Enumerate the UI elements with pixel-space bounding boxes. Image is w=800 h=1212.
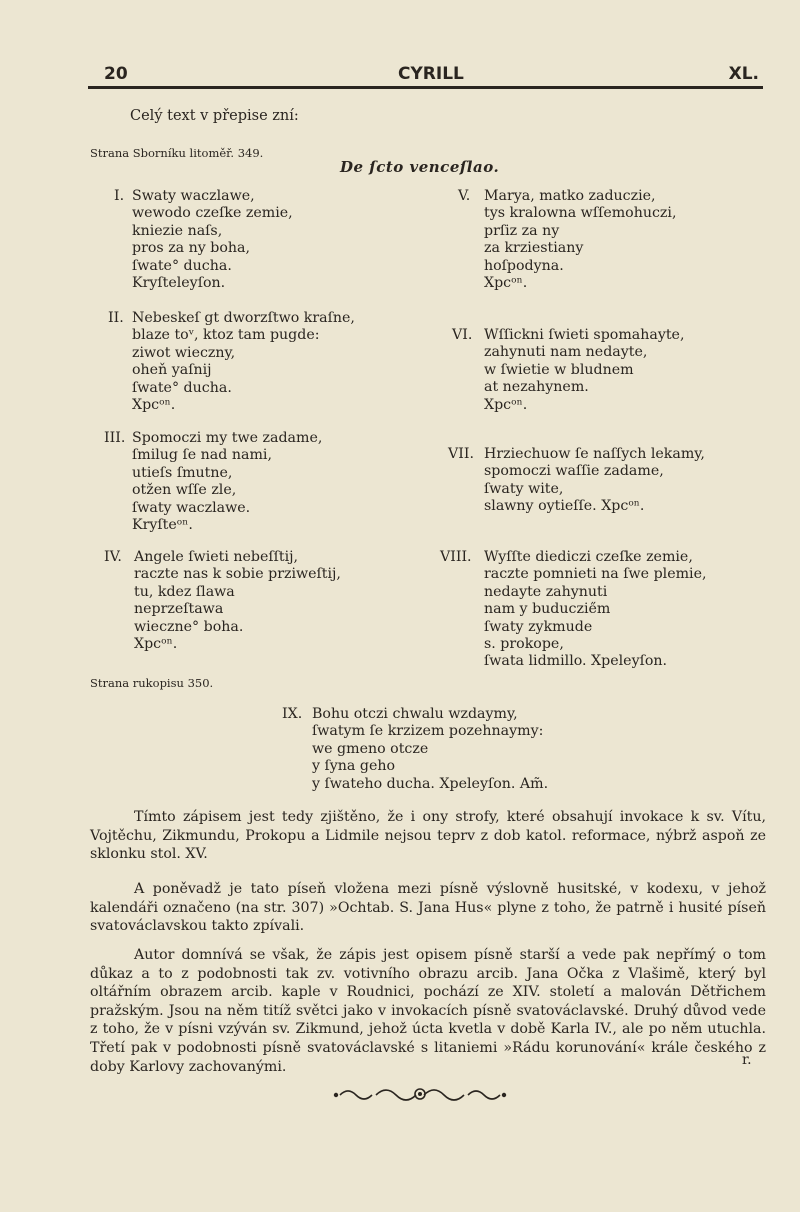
verse-line: Xpcᵒⁿ. (134, 636, 178, 653)
verse-line: Kryſteleyſon. (132, 275, 226, 292)
verse-line: Bohu otczi chwalu wzdaymy, (312, 706, 518, 722)
verse-line: Spomoczi my twe zadame, (132, 430, 323, 446)
verse-line: nedayte zahynuti (484, 583, 608, 600)
verse-line: ſwaty waczlawe. (132, 499, 251, 516)
verse-line: ſwatym ſe krzizem pozehnaymy: (312, 723, 544, 740)
stanza-number: V. (458, 188, 471, 204)
intro-text: Celý text v přepise zní: (130, 108, 299, 124)
verse-line: we gmeno otcze (312, 740, 429, 757)
verse-line: raczte pomnieti na ſwe plemie, (484, 566, 707, 583)
verse-line: pros za ny boha, (132, 240, 251, 257)
header-rule (88, 86, 763, 89)
verse-line: wieczne° boha. (134, 618, 244, 635)
verse-line: Wſſickni ſwieti spomahayte, (484, 327, 685, 343)
verse-line: ſmilug ſe nad nami, (132, 447, 272, 464)
verse-line: Kryſteᵒⁿ. (132, 517, 193, 534)
verse-line: kniezie naſs, (132, 222, 223, 239)
verse-line: s. prokope, (484, 636, 564, 653)
journal-title: CYRILL (398, 64, 464, 84)
verse-line: Nebeskeſ gt dworzſtwo kraſne, (132, 310, 355, 326)
verse-line: Hrziechuow ſe naſſych lekamy, (484, 446, 705, 462)
verse-line: Swaty waczlawe, (132, 188, 255, 204)
stanza-number: III. (104, 430, 126, 446)
stanza-number: IX. (282, 706, 303, 722)
verse-line: y ſyna geho (312, 758, 396, 775)
verse-line: ſwata lidmillo. Xpeleyſon. (484, 653, 668, 670)
stanza-number: VII. (448, 446, 474, 462)
verse-line: zahynuti nam nedayte, (484, 344, 648, 361)
decorative-flourish-icon (330, 1080, 510, 1110)
verse-line: hoſpodyna. (484, 257, 564, 274)
verse-line: blaze toᵛ, ktoz tam pugde: (132, 327, 320, 344)
manuscript-label: Strana rukopisu 350. (90, 676, 214, 690)
verse-line: oheň yaſnij (132, 362, 212, 379)
verse-line: Xpcᵒⁿ. (484, 396, 528, 413)
page-number: 20 (104, 64, 128, 84)
verse-line: ziwot wieczny, (132, 344, 236, 361)
stanza-number: II. (108, 310, 124, 326)
stanza-number: VI. (452, 327, 473, 343)
volume-number: XL. (728, 64, 759, 84)
stanza-number: I. (114, 188, 125, 204)
body-paragraph (90, 946, 766, 1076)
paragraph-text: Autor domnívá se však, že zápis jest opisem písně starší a vede pak nepřímý o tom důkaz a to z podobnosti tak zv. votivního obrazu arcib. Jana Očka z Vlašimě, který byl oltářním obrazem arcib. kaple v Roudnici, pochází ze XIV. století a malován Dětřichem pražským. Jsou na něm titíž světci jako v invokacích písně svatováclavské. Druhý důvod vede z toho, že v písni vzýván sv. Zikmund, jehož úcta kvetla v době Karla IV., ale po něm utuchla. Třetí pak v podobnosti písně svatováclavské s litaniemi »Rádu korunování« krále českého z doby Karlovy zachovanými. (90, 947, 766, 1075)
verse-line: za krziestiany (484, 240, 584, 257)
verse-line: Xpcᵒⁿ. (484, 275, 528, 292)
verse-line: raczte nas k sobie prziweſtij, (134, 566, 341, 583)
verse-line: tys kralowna wſſemohuczi, (484, 205, 677, 222)
verse-line: Wyſſte diediczi czeſke zemie, (484, 549, 693, 565)
page-header (88, 62, 763, 86)
verse-line: Marya, matko zaduczie, (484, 188, 656, 204)
verse-line: ſwaty zykmude (484, 618, 593, 635)
paragraph-text: Tímto zápisem jest tedy zjištěno, že i ony strofy, které obsahují invokace k sv. Vítu, Vojtěchu, Zikmundu, Prokopu a Lidmile nejsou teprv z dob katol. reformace, nýbrž aspoň ze sklonku stol. XV. (90, 809, 766, 863)
body-paragraph (90, 808, 766, 864)
song-title: De ſcto venceſlao. (340, 158, 500, 176)
verse-line: ſwate° ducha. (132, 257, 232, 274)
source-label: Strana Sborníku litoměř. 349. (90, 146, 264, 160)
verse-line: otžen wſſe zle, (132, 482, 237, 499)
verse-line: tu, kdez ſlawa (134, 583, 235, 600)
verse-line: nam y buduczie̋m (484, 601, 611, 618)
author-signature: r. (742, 1052, 752, 1068)
verse-line: prſiz za ny (484, 222, 560, 239)
stanza-number: VIII. (440, 549, 472, 565)
verse-line: slawny oytieſſe. Xpcᵒⁿ. (484, 498, 645, 515)
paragraph-text: A poněvadž je tato píseň vložena mezi písně výslovně husitské, v kodexu, v jehož kalendáři označeno (na str. 307) »Ochtab. S. Jana Hus« plyne z toho, že patrně i husité píseň svatováclavskou takto zpívali. (90, 881, 766, 935)
verse-line: y ſwateho ducha. Xpeleyſon. Am̃. (312, 775, 549, 792)
verse-line: ſwaty wite, (484, 480, 564, 497)
verse-line: spomoczi waſſie zadame, (484, 463, 664, 480)
stanza-number: IV. (104, 549, 122, 565)
body-paragraph (90, 880, 766, 936)
verse-line: Angele ſwieti nebeſſtij, (134, 549, 299, 565)
verse-line: Xpcᵒⁿ. (132, 397, 176, 414)
verse-line: ſwate° ducha. (132, 379, 232, 396)
verse-line: at nezahynem. (484, 379, 589, 396)
verse-line: wewodo czeſke zemie, (132, 205, 293, 222)
verse-line: neprzeſtawa (134, 601, 224, 618)
verse-line: utieſs ſmutne, (132, 464, 233, 481)
verse-line: w ſwietie w bludnem (484, 361, 634, 378)
